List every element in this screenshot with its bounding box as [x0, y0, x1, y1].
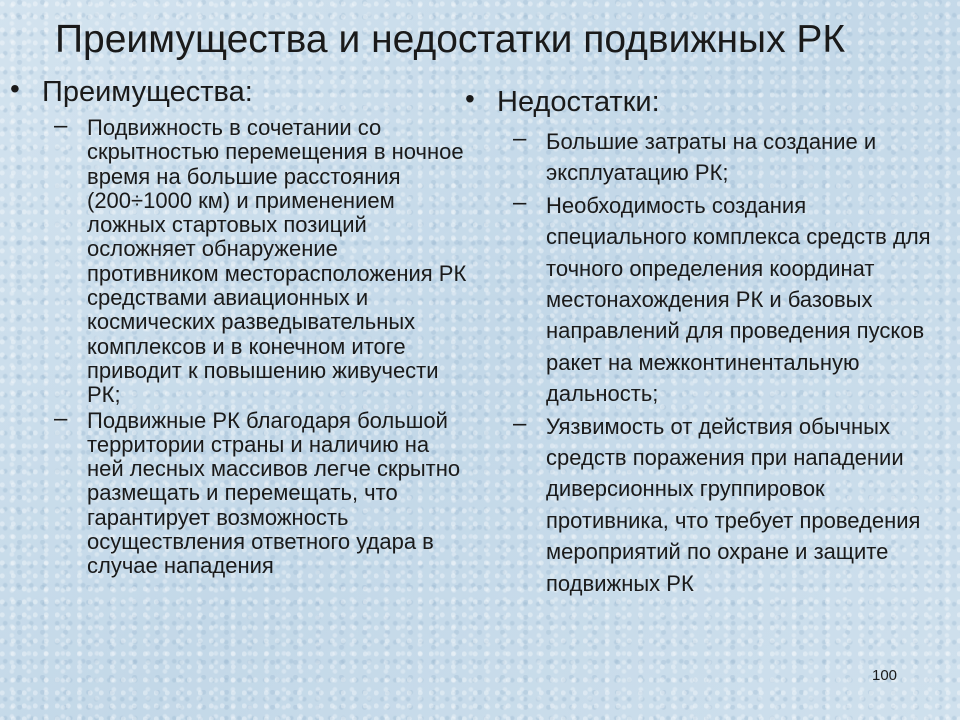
dash-icon: –	[513, 409, 527, 437]
advantage-item	[10, 112, 470, 408]
disadvantages-column	[465, 84, 935, 600]
advantage-text: Подвижность в сочетании со скрытностью перемещения в ночное время на большие расстояния (200÷1000 км) и применением ложных стартовых позиций осложняет обнаружение противником месторасположения РК средствами авиационных и космических разведывательных комплексов и в конечном итоге приводит к повышению живучести РК;	[87, 115, 467, 408]
disadvantage-item	[465, 190, 935, 410]
disadvantages-heading: Недостатки:	[497, 86, 660, 118]
page-number: 100	[872, 667, 898, 684]
dash-icon: –	[513, 188, 527, 216]
advantage-text: Подвижные РК благодаря большой территории страны и наличию на ней лесных массивов легче скрытно размещать и перемещать, что гарантирует возможность осуществления ответного удара в случае нападения	[87, 407, 461, 579]
disadvantages-list	[465, 126, 935, 599]
bullet-icon: •	[465, 83, 475, 114]
advantages-heading-row	[10, 74, 470, 110]
advantages-list	[10, 112, 470, 579]
disadvantage-item	[465, 411, 935, 599]
disadvantage-text: Большие затраты на создание и эксплуатацию РК;	[546, 129, 877, 186]
disadvantage-text: Уязвимость от действия обычных средств поражения при нападении диверсионных группировок противника, что требует проведения мероприятий по охране и защите подвижных РК	[546, 413, 921, 596]
disadvantage-text: Необходимость создания специального комплекса средств для точного определения координат местонахождения РК и базовых направлений для проведения пусков ракет на межконтинентальную дальность;	[546, 192, 931, 407]
advantage-item	[10, 404, 470, 579]
dash-icon: –	[513, 125, 527, 152]
bullet-icon: •	[10, 73, 20, 104]
dash-icon: –	[54, 404, 68, 432]
disadvantage-item	[465, 126, 935, 189]
advantages-heading: Преимущества:	[42, 76, 253, 108]
advantages-column	[10, 74, 470, 580]
slide-title: Преимущества и недостатки подвижных РК	[55, 18, 846, 61]
dash-icon: –	[54, 112, 68, 139]
disadvantages-heading-row	[465, 84, 935, 120]
